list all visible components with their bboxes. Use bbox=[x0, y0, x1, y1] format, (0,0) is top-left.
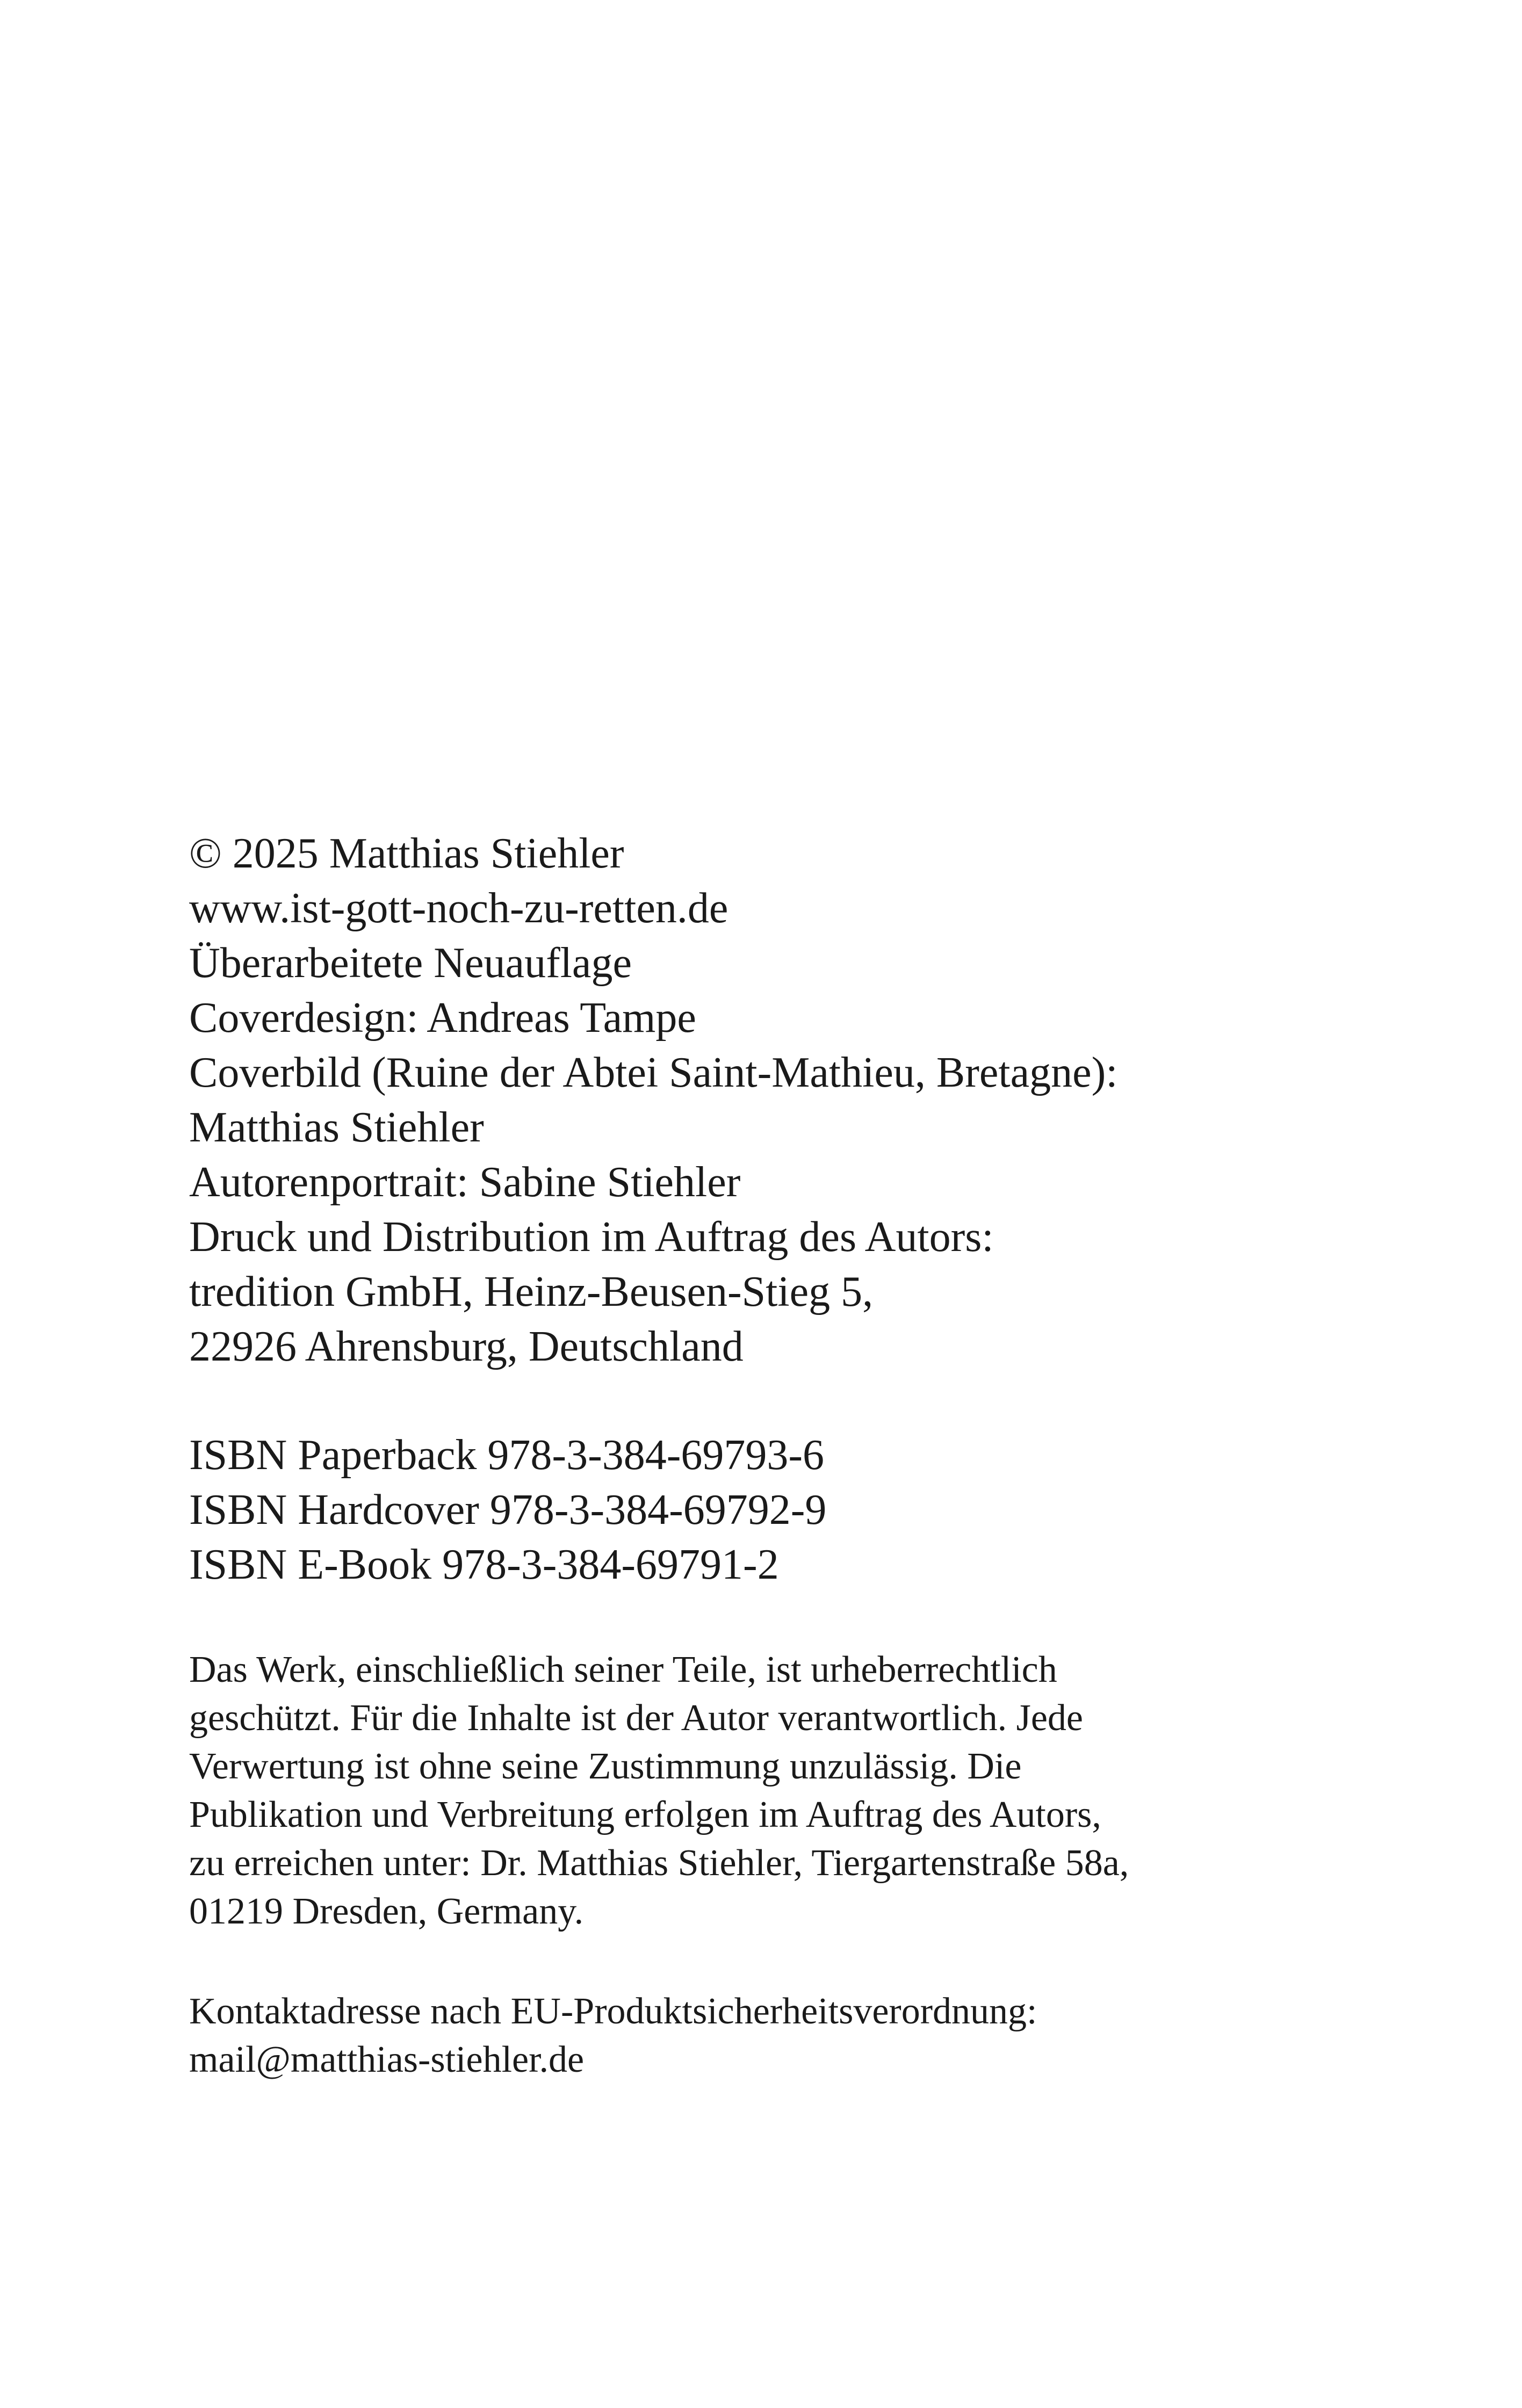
isbn-ebook: ISBN E-Book 978-3-384-69791-2 bbox=[189, 1541, 779, 1588]
legal-line: Das Werk, einschließlich seiner Teile, ist urheberrechtlich bbox=[189, 1649, 1057, 1690]
contact-label: Kontaktadresse nach EU-Produktsicherheitsverordnung: bbox=[189, 1991, 1037, 2032]
cover-design-line: Coverdesign: Andreas Tampe bbox=[189, 994, 696, 1042]
spacer bbox=[189, 1592, 1425, 1646]
website-line: www.ist-gott-noch-zu-retten.de bbox=[189, 885, 728, 932]
legal-line: 01219 Dresden, Germany. bbox=[189, 1891, 584, 1932]
contact-email: mail@matthias-stiehler.de bbox=[189, 2039, 585, 2080]
isbn-hardcover: ISBN Hardcover 978-3-384-69792-9 bbox=[189, 1486, 827, 1534]
author-portrait-line: Autorenportrait: Sabine Stiehler bbox=[189, 1159, 741, 1206]
copyright-line: © 2025 Matthias Stiehler bbox=[189, 830, 624, 877]
legal-line: Publikation und Verbreitung erfolgen im Auftrag des Autors, bbox=[189, 1794, 1101, 1835]
imprint-page bbox=[189, 826, 1425, 2084]
cover-image-credit-line: Matthias Stiehler bbox=[189, 1104, 484, 1151]
publisher-address-line: tredition GmbH, Heinz-Beusen-Stieg 5, bbox=[189, 1268, 874, 1315]
legal-line: geschützt. Für die Inhalte ist der Autor verantwortlich. Jede bbox=[189, 1697, 1083, 1739]
isbn-paperback: ISBN Paperback 978-3-384-69793-6 bbox=[189, 1431, 824, 1479]
publisher-city-line: 22926 Ahrensburg, Deutschland bbox=[189, 1323, 744, 1370]
contact-block bbox=[189, 1987, 1425, 2084]
edition-line: Überarbeitete Neuauflage bbox=[189, 939, 632, 987]
spacer bbox=[189, 1936, 1425, 1987]
isbn-block bbox=[189, 1428, 1425, 1592]
distribution-line: Druck und Distribution im Auftrag des Autors: bbox=[189, 1213, 994, 1261]
legal-line: zu erreichen unter: Dr. Matthias Stiehler, Tiergartenstraße 58a, bbox=[189, 1842, 1129, 1884]
spacer bbox=[189, 1374, 1425, 1428]
legal-line: Verwertung ist ohne seine Zustimmung unzulässig. Die bbox=[189, 1746, 1022, 1787]
legal-notice-block bbox=[189, 1646, 1425, 1936]
cover-image-line: Coverbild (Ruine der Abtei Saint-Mathieu, Bretagne): bbox=[189, 1049, 1118, 1096]
credits-block bbox=[189, 826, 1425, 1374]
